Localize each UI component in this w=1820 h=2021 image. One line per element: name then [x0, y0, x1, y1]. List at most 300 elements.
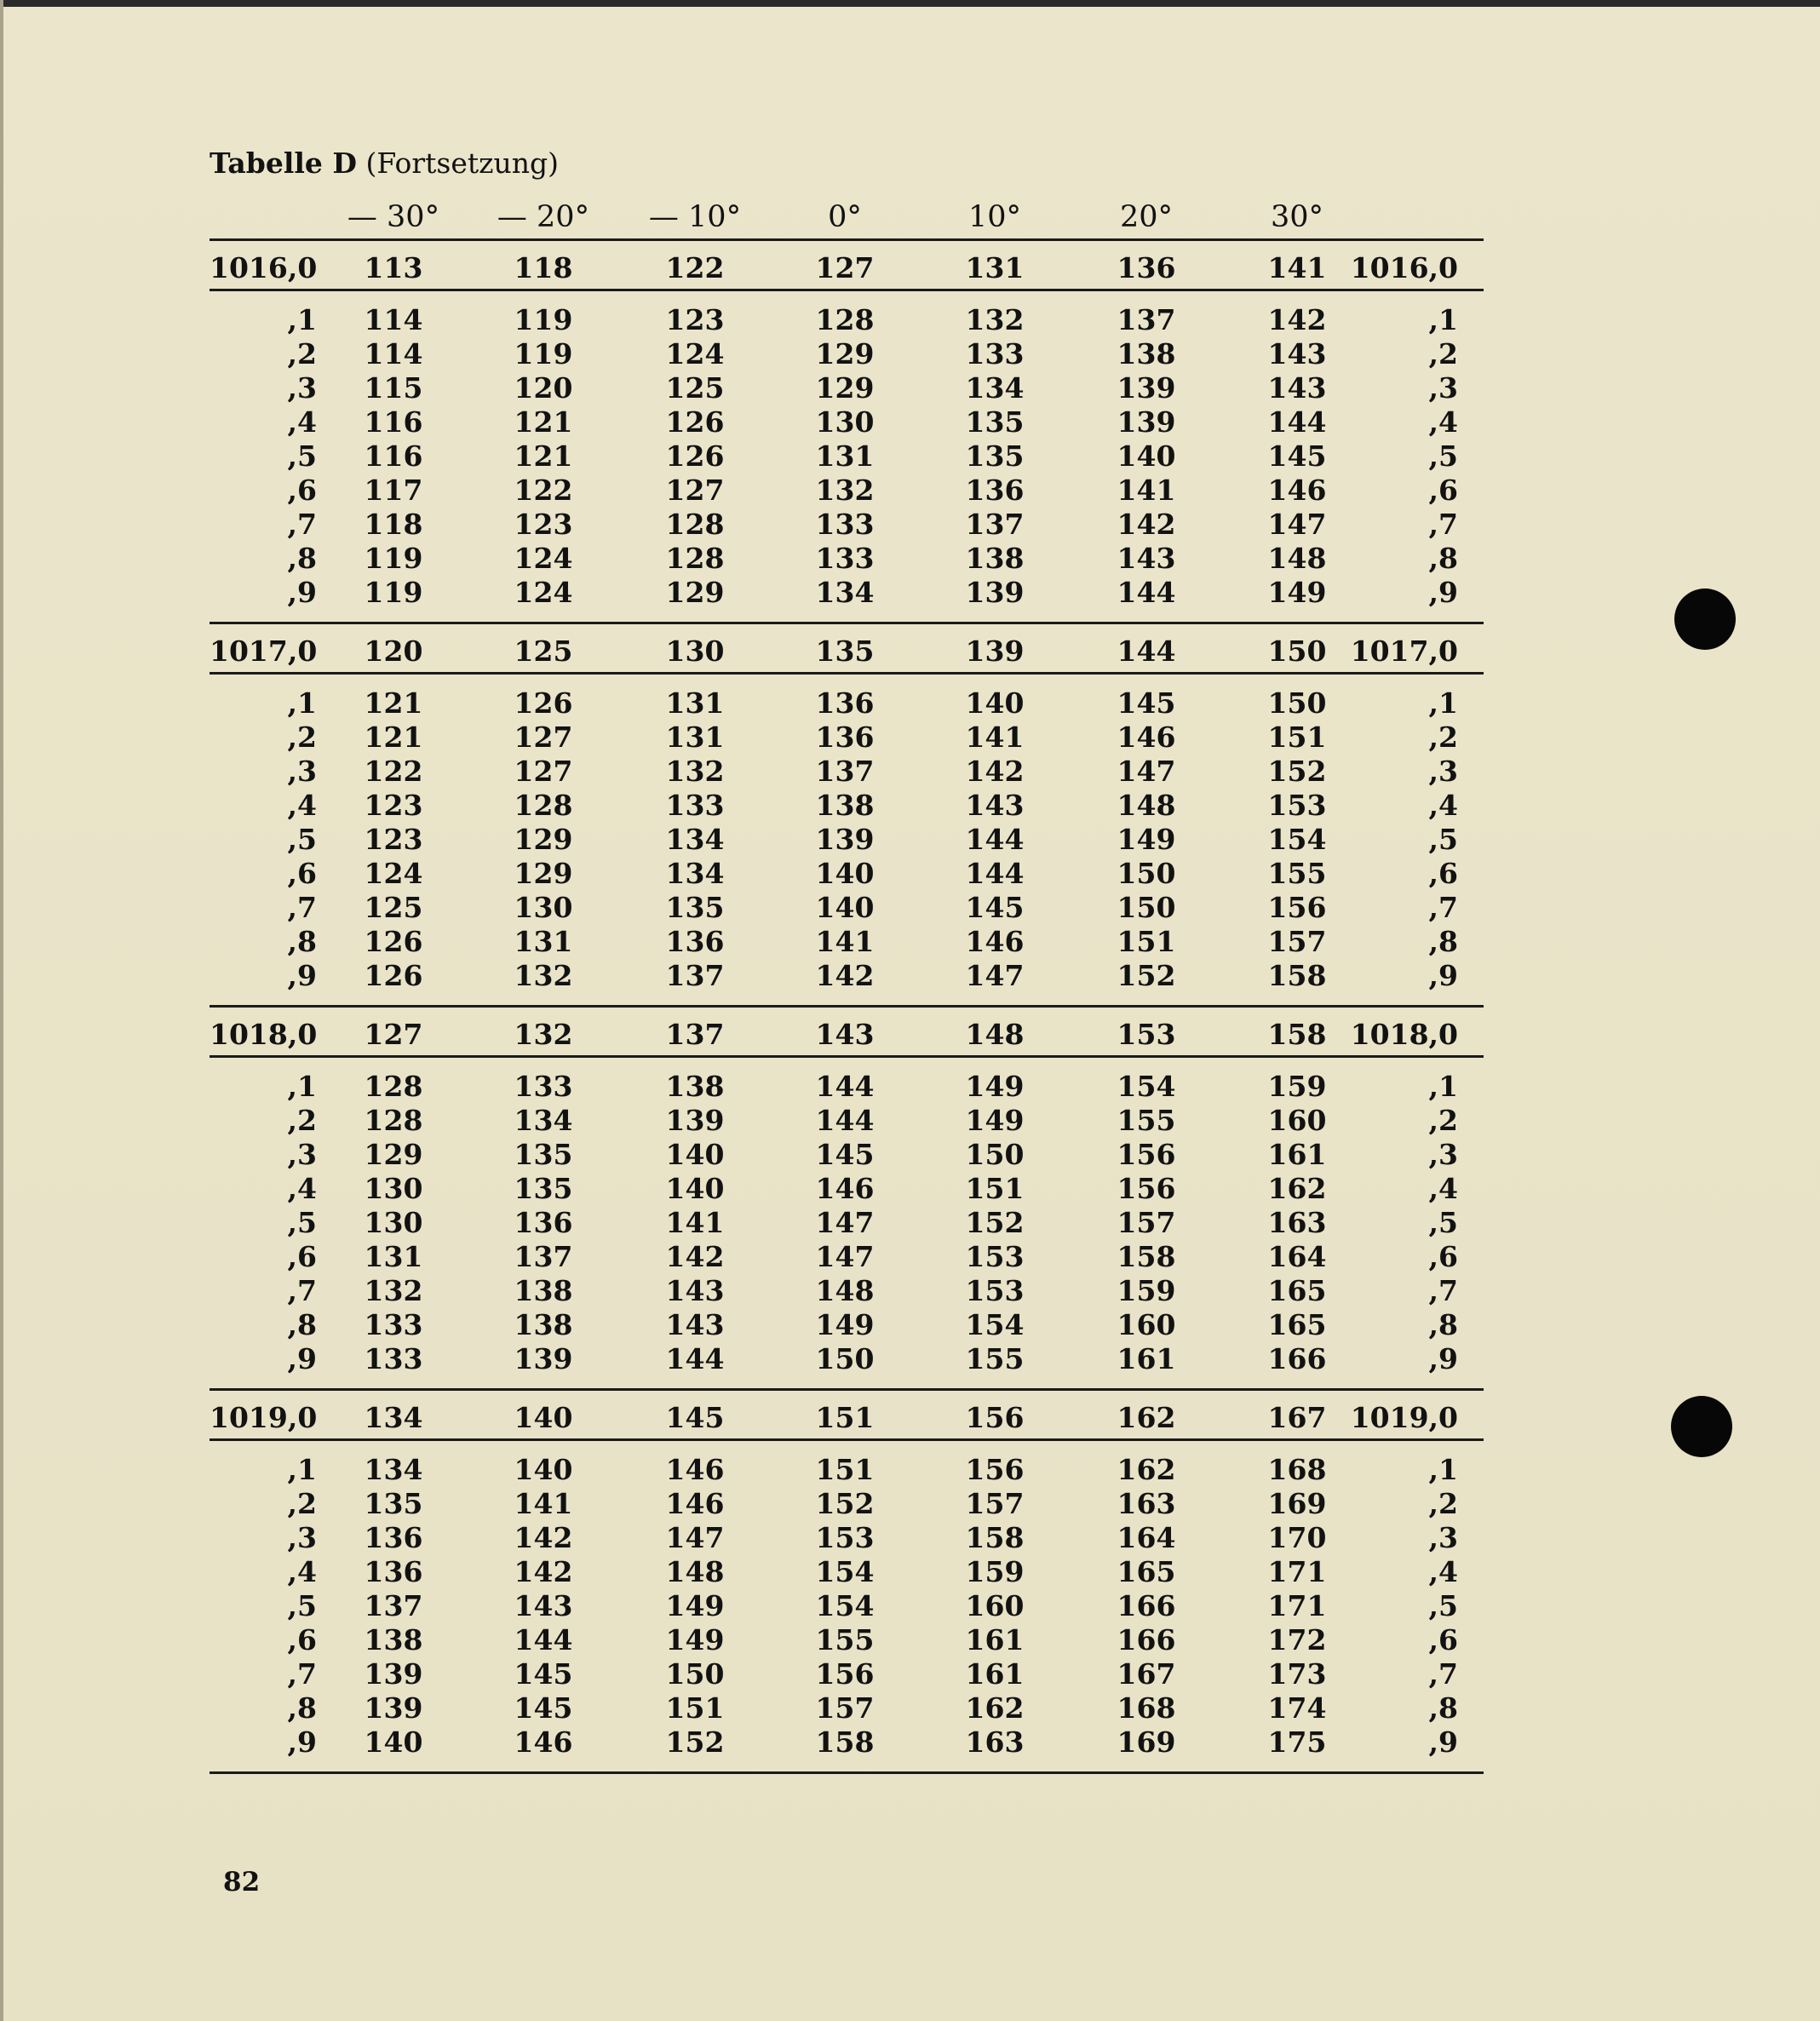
table-row: [210, 474, 1487, 508]
table-cell: 129: [815, 371, 875, 405]
table-cell: 137: [665, 959, 725, 992]
table-cell: 154: [965, 1308, 1025, 1341]
table-cell: 135: [815, 634, 875, 668]
table-cell: 134: [514, 1104, 573, 1137]
row-label-right: 1019,0: [1350, 1401, 1458, 1434]
table-cell: 150: [1267, 686, 1327, 720]
row-label: ,5: [287, 1589, 317, 1622]
table-row: [210, 1308, 1487, 1342]
table-cell: 142: [1267, 303, 1327, 336]
table-cell: 145: [815, 1138, 875, 1171]
table-cell: 129: [514, 823, 573, 856]
table-cell: 161: [1117, 1342, 1176, 1375]
row-label-right: ,2: [1428, 1104, 1458, 1137]
table-cell: 169: [1117, 1725, 1176, 1759]
row-label: ,7: [287, 1657, 317, 1691]
table-cell: 148: [1267, 542, 1327, 575]
table-cell: 130: [364, 1206, 423, 1239]
table-cell: 119: [514, 337, 573, 370]
table-cell: 165: [1267, 1274, 1327, 1307]
table-cell: 166: [1117, 1623, 1176, 1656]
table-cell: 127: [364, 1018, 423, 1051]
table-cell: 126: [514, 686, 573, 720]
row-label-right: ,9: [1428, 959, 1458, 992]
table-row: [210, 1623, 1487, 1657]
row-label: ,4: [287, 1172, 317, 1205]
table-cell: 123: [514, 508, 573, 541]
table-row: [210, 789, 1487, 823]
table-cell: 140: [364, 1725, 423, 1759]
row-label-right: ,8: [1428, 1308, 1458, 1341]
table-row: [210, 1104, 1487, 1138]
table-cell: 147: [1267, 508, 1327, 541]
table-cell: 172: [1267, 1623, 1327, 1656]
column-header-row: [210, 196, 1487, 238]
row-label: ,4: [287, 789, 317, 822]
table-row: [210, 1691, 1487, 1725]
table-cell: 143: [965, 789, 1025, 822]
table-cell: 159: [965, 1555, 1025, 1588]
table-cell: 170: [1267, 1521, 1327, 1554]
table-cell: 136: [815, 721, 875, 754]
table-cell: 150: [1117, 857, 1176, 890]
table-cell: 134: [364, 1453, 423, 1486]
table-cell: 142: [815, 959, 875, 992]
page-number: 82: [223, 1867, 261, 1898]
table-cell: 138: [364, 1623, 423, 1656]
table-cell: 119: [364, 542, 423, 575]
table-cell: 136: [665, 925, 725, 958]
table-row: [210, 925, 1487, 959]
table-cell: 167: [1117, 1657, 1176, 1691]
table-cell: 144: [1117, 576, 1176, 609]
table-cell: 144: [1267, 405, 1327, 439]
table-cell: 137: [965, 508, 1025, 541]
table-cell: 132: [514, 1018, 573, 1051]
table-cell: 144: [1117, 634, 1176, 668]
table-cell: 155: [815, 1623, 875, 1656]
table-cell: 121: [364, 686, 423, 720]
table-cell: 129: [364, 1138, 423, 1171]
table-cell: 164: [1117, 1521, 1176, 1554]
table-cell: 121: [514, 439, 573, 473]
table-cell: 160: [1267, 1104, 1327, 1137]
table-cell: 118: [514, 251, 573, 284]
table-row: [210, 857, 1487, 891]
table-cell: 158: [1267, 1018, 1327, 1051]
table-cell: 114: [364, 303, 423, 336]
table-cell: 159: [1267, 1070, 1327, 1103]
table-cell: 162: [1117, 1401, 1176, 1434]
row-label-right: ,7: [1428, 508, 1458, 541]
table-cell: 163: [1117, 1487, 1176, 1520]
table-cell: 152: [1117, 959, 1176, 992]
table-cell: 134: [965, 371, 1025, 405]
row-label: ,1: [287, 1070, 317, 1103]
row-label: ,6: [287, 1240, 317, 1273]
table-cell: 137: [364, 1589, 423, 1622]
table-cell: 166: [1117, 1589, 1176, 1622]
table-row: [210, 959, 1487, 993]
table-cell: 130: [364, 1172, 423, 1205]
row-label-right: ,1: [1428, 1453, 1458, 1486]
table-cell: 134: [364, 1401, 423, 1434]
table-cell: 171: [1267, 1555, 1327, 1588]
row-label: ,8: [287, 925, 317, 958]
table-cell: 117: [364, 474, 423, 507]
table-cell: 155: [1117, 1104, 1176, 1137]
table-cell: 138: [665, 1070, 725, 1103]
table-cell: 161: [965, 1623, 1025, 1656]
table-cell: 158: [965, 1521, 1025, 1554]
table-row: [210, 755, 1487, 789]
table-cell: 146: [965, 925, 1025, 958]
table-cell: 135: [665, 891, 725, 924]
page-top-edge: [0, 0, 1820, 7]
table-cell: 144: [965, 857, 1025, 890]
table-cell: 160: [1117, 1308, 1176, 1341]
column-header: — 20°: [497, 200, 590, 234]
table-cell: 160: [965, 1589, 1025, 1622]
block-main-row: [210, 241, 1487, 289]
table-row: [210, 1725, 1487, 1760]
row-label: ,2: [287, 1487, 317, 1520]
table-cell: 125: [514, 634, 573, 668]
table-cell: 129: [665, 576, 725, 609]
table-cell: 147: [1117, 755, 1176, 788]
table-row: [210, 721, 1487, 755]
block-main-row: [210, 1008, 1487, 1055]
table-title: [210, 146, 559, 180]
row-label-right: ,4: [1428, 405, 1458, 439]
table-cell: 153: [965, 1274, 1025, 1307]
table-cell: 140: [514, 1401, 573, 1434]
table-cell: 126: [665, 405, 725, 439]
table-row: [210, 1070, 1487, 1104]
row-label-right: 1018,0: [1350, 1018, 1458, 1051]
table-cell: 157: [1267, 925, 1327, 958]
table-cell: 143: [514, 1589, 573, 1622]
row-label: ,6: [287, 857, 317, 890]
table-row: [210, 686, 1487, 721]
row-label: 1017,0: [210, 634, 318, 668]
table-cell: 158: [1267, 959, 1327, 992]
row-gap: [210, 993, 1487, 1005]
table-cell: 131: [364, 1240, 423, 1273]
table-cell: 121: [514, 405, 573, 439]
table-cell: 149: [815, 1308, 875, 1341]
table-row: [210, 1274, 1487, 1308]
table-cell: 143: [665, 1274, 725, 1307]
table-cell: 131: [665, 721, 725, 754]
table-cell: 153: [815, 1521, 875, 1554]
row-label: ,8: [287, 1691, 317, 1725]
row-label-right: ,4: [1428, 1555, 1458, 1588]
table-cell: 122: [665, 251, 725, 284]
table-cell: 143: [1117, 542, 1176, 575]
table-cell: 136: [514, 1206, 573, 1239]
row-label-right: ,2: [1428, 1487, 1458, 1520]
table-row: [210, 1138, 1487, 1172]
table-cell: 154: [815, 1589, 875, 1622]
table-cell: 165: [1267, 1308, 1327, 1341]
row-label: ,5: [287, 439, 317, 473]
row-label-right: 1016,0: [1350, 251, 1458, 284]
row-label: ,7: [287, 1274, 317, 1307]
row-label-right: ,3: [1428, 1138, 1458, 1171]
table-cell: 141: [1267, 251, 1327, 284]
row-label: ,6: [287, 1623, 317, 1656]
table-cell: 154: [1117, 1070, 1176, 1103]
table-cell: 143: [815, 1018, 875, 1051]
table-cell: 155: [1267, 857, 1327, 890]
table-cell: 133: [514, 1070, 573, 1103]
table-cell: 131: [665, 686, 725, 720]
table-cell: 118: [364, 508, 423, 541]
column-header: 0°: [828, 200, 862, 234]
row-label-right: ,3: [1428, 1521, 1458, 1554]
table-cell: 129: [514, 857, 573, 890]
table-cell: 154: [815, 1555, 875, 1588]
table-cell: 171: [1267, 1589, 1327, 1622]
table-cell: 159: [1117, 1274, 1176, 1307]
table-cell: 114: [364, 337, 423, 370]
table-cell: 140: [815, 891, 875, 924]
table-cell: 168: [1267, 1453, 1327, 1486]
row-label-right: ,6: [1428, 474, 1458, 507]
table-cell: 153: [1267, 789, 1327, 822]
table-cell: 163: [965, 1725, 1025, 1759]
table-cell: 136: [1117, 251, 1176, 284]
row-label: ,1: [287, 686, 317, 720]
table-cell: 161: [1267, 1138, 1327, 1171]
row-label-right: ,1: [1428, 1070, 1458, 1103]
table-cell: 144: [514, 1623, 573, 1656]
row-gap: [210, 1376, 1487, 1388]
table-cell: 128: [364, 1070, 423, 1103]
table-cell: 133: [364, 1308, 423, 1341]
table-cell: 140: [665, 1172, 725, 1205]
table-cell: 154: [1267, 823, 1327, 856]
table-cell: 120: [364, 634, 423, 668]
column-header: — 30°: [347, 200, 440, 234]
table-cell: 131: [815, 439, 875, 473]
row-label-right: ,3: [1428, 755, 1458, 788]
table-row: [210, 891, 1487, 925]
table-row: [210, 405, 1487, 439]
table-cell: 137: [815, 755, 875, 788]
punch-hole-lower: [1671, 1396, 1732, 1457]
table-cell: 149: [665, 1623, 725, 1656]
table-cell: 173: [1267, 1657, 1327, 1691]
table-row: [210, 1342, 1487, 1376]
row-label: 1018,0: [210, 1018, 318, 1051]
table-cell: 157: [815, 1691, 875, 1725]
table-row: [210, 1589, 1487, 1623]
table-title-rest: (Fortsetzung): [365, 146, 560, 180]
table-cell: 123: [364, 823, 423, 856]
table-row: [210, 508, 1487, 542]
table-cell: 124: [364, 857, 423, 890]
table-row: [210, 576, 1487, 610]
table-cell: 145: [514, 1657, 573, 1691]
table-cell: 127: [514, 721, 573, 754]
table-cell: 139: [1117, 405, 1176, 439]
row-label-right: ,2: [1428, 337, 1458, 370]
table-cell: 139: [965, 634, 1025, 668]
table-cell: 128: [665, 542, 725, 575]
row-label: ,1: [287, 303, 317, 336]
column-header: 30°: [1270, 200, 1324, 234]
table-cell: 126: [364, 925, 423, 958]
table-cell: 144: [815, 1070, 875, 1103]
table-cell: 137: [514, 1240, 573, 1273]
table-cell: 167: [1267, 1401, 1327, 1434]
table-cell: 138: [1117, 337, 1176, 370]
table-cell: 141: [1117, 474, 1176, 507]
row-label: ,9: [287, 1725, 317, 1759]
table-cell: 124: [514, 576, 573, 609]
table-cell: 149: [665, 1589, 725, 1622]
table-cell: 147: [815, 1240, 875, 1273]
row-label: ,3: [287, 1521, 317, 1554]
table-cell: 144: [665, 1342, 725, 1375]
table-cell: 116: [364, 439, 423, 473]
table-cell: 120: [514, 371, 573, 405]
row-gap: [210, 1760, 1487, 1771]
table-cell: 150: [1267, 634, 1327, 668]
table-cell: 142: [514, 1555, 573, 1588]
table-cell: 157: [965, 1487, 1025, 1520]
table-cell: 136: [815, 686, 875, 720]
table-cell: 149: [1267, 576, 1327, 609]
table-cell: 149: [965, 1104, 1025, 1137]
table-cell: 166: [1267, 1342, 1327, 1375]
table-cell: 133: [815, 542, 875, 575]
table-cell: 151: [665, 1691, 725, 1725]
table-cell: 148: [965, 1018, 1025, 1051]
row-label-right: ,1: [1428, 686, 1458, 720]
table-cell: 153: [965, 1240, 1025, 1273]
row-label: ,5: [287, 1206, 317, 1239]
row-label: ,9: [287, 959, 317, 992]
table-cell: 126: [364, 959, 423, 992]
table-cell: 133: [364, 1342, 423, 1375]
table-row: [210, 337, 1487, 371]
table-cell: 122: [514, 474, 573, 507]
table-cell: 128: [815, 303, 875, 336]
table-cell: 123: [364, 789, 423, 822]
table-cell: 135: [965, 439, 1025, 473]
table-cell: 124: [514, 542, 573, 575]
table-cell: 146: [665, 1487, 725, 1520]
column-header: — 10°: [648, 200, 742, 234]
table-cell: 139: [965, 576, 1025, 609]
table-cell: 153: [1117, 1018, 1176, 1051]
table-cell: 139: [1117, 371, 1176, 405]
row-gap: [210, 610, 1487, 622]
table-cell: 141: [965, 721, 1025, 754]
table-cell: 175: [1267, 1725, 1327, 1759]
table-cell: 145: [665, 1401, 725, 1434]
table-cell: 133: [665, 789, 725, 822]
table-cell: 139: [665, 1104, 725, 1137]
table-cell: 156: [1267, 891, 1327, 924]
row-label: ,8: [287, 542, 317, 575]
row-label-right: ,3: [1428, 371, 1458, 405]
table-cell: 134: [665, 823, 725, 856]
table-row: [210, 439, 1487, 474]
table-cell: 130: [514, 891, 573, 924]
table-cell: 158: [1117, 1240, 1176, 1273]
row-label-right: 1017,0: [1350, 634, 1458, 668]
table-row: [210, 1521, 1487, 1555]
table-cell: 126: [665, 439, 725, 473]
row-label-right: ,6: [1428, 857, 1458, 890]
row-label-right: ,9: [1428, 576, 1458, 609]
table-cell: 151: [1267, 721, 1327, 754]
table-cell: 156: [965, 1453, 1025, 1486]
table-cell: 147: [665, 1521, 725, 1554]
row-label-right: ,6: [1428, 1240, 1458, 1273]
table-cell: 122: [364, 755, 423, 788]
row-label: ,2: [287, 1104, 317, 1137]
table-cell: 157: [1117, 1206, 1176, 1239]
table-row: [210, 542, 1487, 576]
table-cell: 135: [364, 1487, 423, 1520]
table-cell: 144: [965, 823, 1025, 856]
row-label-right: ,6: [1428, 1623, 1458, 1656]
table-cell: 124: [665, 337, 725, 370]
table-cell: 139: [364, 1657, 423, 1691]
row-label-right: ,4: [1428, 1172, 1458, 1205]
table-cell: 162: [1117, 1453, 1176, 1486]
table-cell: 135: [514, 1138, 573, 1171]
table-cell: 115: [364, 371, 423, 405]
row-label-right: ,8: [1428, 1691, 1458, 1725]
table-cell: 143: [1267, 371, 1327, 405]
table-cell: 163: [1267, 1206, 1327, 1239]
table-cell: 138: [965, 542, 1025, 575]
table-cell: 147: [965, 959, 1025, 992]
table-cell: 162: [965, 1691, 1025, 1725]
table-cell: 150: [815, 1342, 875, 1375]
table-cell: 148: [815, 1274, 875, 1307]
table-cell: 169: [1267, 1487, 1327, 1520]
table-cell: 140: [1117, 439, 1176, 473]
row-label: ,5: [287, 823, 317, 856]
table-cell: 128: [364, 1104, 423, 1137]
table-cell: 127: [665, 474, 725, 507]
table-cell: 129: [815, 337, 875, 370]
table-cell: 164: [1267, 1240, 1327, 1273]
table-cell: 133: [815, 508, 875, 541]
row-label-right: ,7: [1428, 891, 1458, 924]
table-cell: 158: [815, 1725, 875, 1759]
punch-hole-upper: [1674, 589, 1736, 650]
block-main-row: [210, 1391, 1487, 1438]
table-cell: 138: [815, 789, 875, 822]
table-cell: 141: [665, 1206, 725, 1239]
table-row: [210, 1555, 1487, 1589]
table-cell: 150: [665, 1657, 725, 1691]
table-cell: 132: [665, 755, 725, 788]
table-cell: 125: [665, 371, 725, 405]
table-cell: 123: [665, 303, 725, 336]
table-cell: 152: [815, 1487, 875, 1520]
row-label-right: ,9: [1428, 1725, 1458, 1759]
table-cell: 142: [965, 755, 1025, 788]
